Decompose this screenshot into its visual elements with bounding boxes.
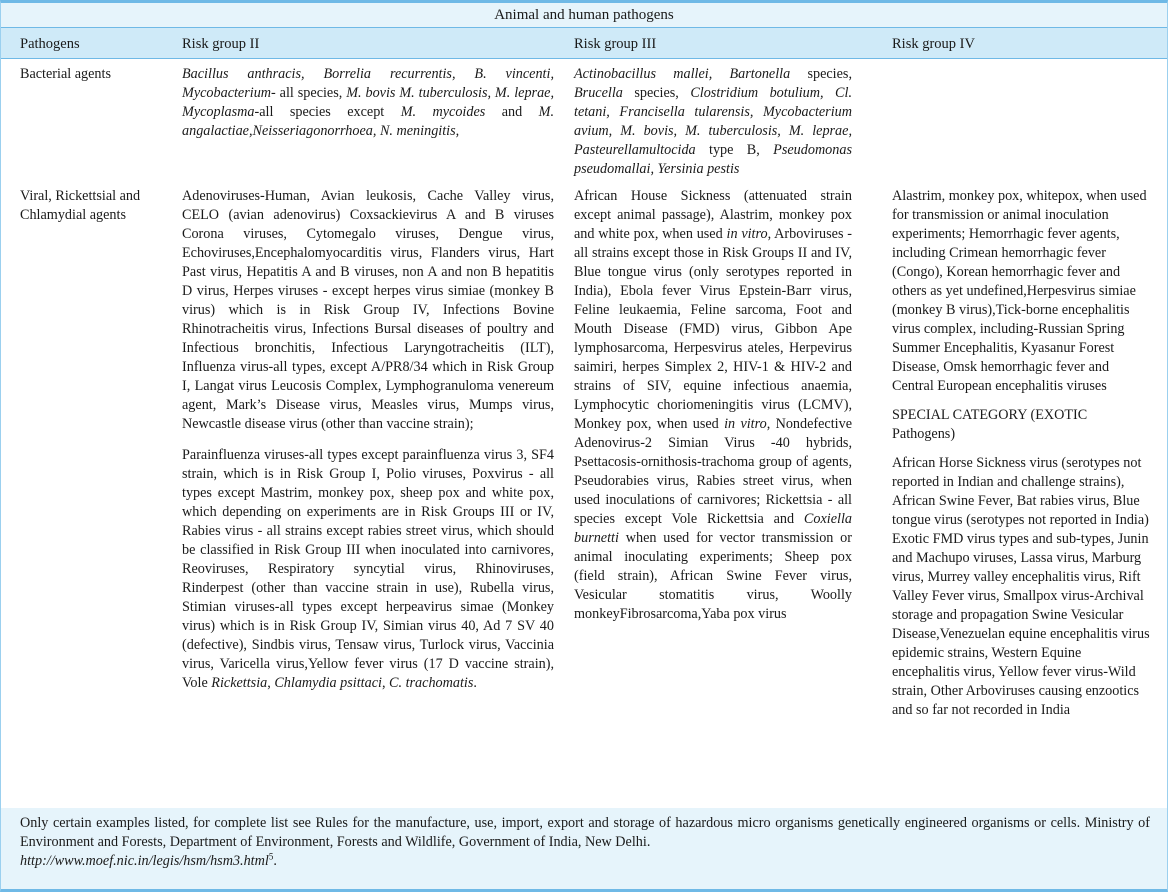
row-bacterial-risk-group-iii: Actinobacillus mallei, Bartonella species, Brucella species, Clostridium botulium, Cl. tetani, Francisella tularensis, Mycobacterium avium, M. bovis, M. tuberculosis, M. leprae, Pasteurellamultocida type B, Pseudomonas pseudomallai, Yersinia pestis [574,66,852,177]
footnote-text: Only certain examples listed, for complete list see Rules for the manufacture, use, import, export and storage of hazardous micro organisms genetically engineered organisms or cells. Ministry of Environment and Forests, Department of Environment, Forests and Wildlife, Government of India, New Delhi. [20,815,1150,850]
row-viral-risk-group-ii-para1: Adenoviruses-Human, Avian leukosis, Cache Valley virus, CELO (avian adenovirus) Coxsackievirus A and B viruses Corona viruses, Cytomegalo viruses, Dengue virus, Echoviruses,Encephalomyocarditis virus, Flanders virus, Hart Past virus, Hepatitis A and B viruses, non A and non B hepatitis D virus, Herpes viruses - except herpes virus simiae (monkey B virus) which is in Risk Group IV, Infections Bovine Rhinotracheitis virus, Infections Bursal diseases of poultry and Infectious bronchitis, Infectious Laryngotracheitis (ILT), Influenza virus-all types, except A/PR8/34 which in Risk Group I, Langat virus Leucosis Complex, Lymphogranuloma venereum agent, Mark’s Disease virus, Measles virus, Mumps virus, Newcastle disease virus (other than vaccine strain); [182,188,554,432]
row-viral-risk-group-ii [182,187,554,693]
header-pathogens: Pathogens [20,36,80,52]
header-risk-group-iii: Risk group III [574,36,657,52]
row-viral-risk-group-ii-para2: Parainfluenza viruses-all types except parainfluenza virus 3, SF4 strain, which is in Risk Group I, Polio viruses, Poxvirus - all types except Mastrim, monkey pox, sheep pox and white pox, which depending on experiments are in Risk Groups III or IV, Rabies virus - all strains except rabies street virus, which should be classified in Risk Group III when inoculated into carnivores, Reoviruses, Respiratory syncytial virus, Rhinoviruses, Rinderpest (other than vaccine strain in use), Rubella virus, Stimian viruses-all types except herpeavirus simae (Monkey virus) which is in Risk Group IV, Simian virus 40, Ad 7 SV 40 (defective), Sindbis virus, Tensaw virus, Turlock virus, Vaccinia virus, Varicella virus,Yellow fever virus (17 D vaccine strain), Vole Rickettsia, Chlamydia psittaci, C. trachomatis. [182,447,554,691]
row-bacterial-pathogen: Bacterial agents [20,66,111,82]
footnote-ref: 5 [268,851,274,862]
header-risk-group-iv: Risk group IV [892,36,975,52]
row-bacterial-risk-group-ii: Bacillus anthracis, Borrelia recurrentis, B. vincenti, Mycobacterium- all species, M. bovis M. tuberculosis, M. leprae, Mycoplasma-all species except M. mycoides and M. angalactiae,Neisseriagonorrhoea, N. meningitis, [182,66,555,139]
special-category-heading: SPECIAL CATEGORY (EXOTIC Pathogens) [892,407,1088,442]
header-divider [1,58,1167,59]
footnote-period: . [273,853,277,869]
table-title: Animal and human pathogens [1,3,1167,27]
header-risk-group-ii: Risk group II [182,36,260,52]
row-viral-risk-group-iv-main: Alastrim, monkey pox, whitepox, when used for transmission or animal inoculation experiments; Hemorrhagic fever agents, including Crimean hemorrhagic fever (Congo), Korean hemorrhagic fever and others as yet undefined,Herpesvirus simiae (monkey B virus),Tick-borne encephalitis virus complex, including-Russian Spring Summer Encephalitis, Kyasanur Forest Disease, Omsk hemorrhagic fever and Central European encephalitis viruses [892,188,1147,394]
row-viral-risk-group-iv [892,187,1150,720]
row-viral-risk-group-iii: African House Sickness (attenuated strain except animal passage), Alastrim, monkey pox and white pox, when used in vitro, Arboviruses - all strains except those in Risk Groups II and IV, Blue tongue virus (only serotypes reported in India), Ebola fever Virus Epstein-Barr virus, Feline leukaemia, Feline sarcoma, Foot and Mouth Disease (FMD) virus, Gibbon Ape lymphosarcoma, Herpesvirus ateles, Herpevirus saimiri, herpes Simplex 2, HIV-1 & HIV-2 and strains of SIV, equine infectious anaemia, Lymphocytic choriomeningitis virus (LCMV), Monkey pox, when used in vitro, Nondefective Adenovirus-2 Simian Virus -40 hybrids, Psettacosis-ornithosis-trachoma group of agents, Pseudorabies virus, Rabies street virus, when used inoculations of carnivores; Rickettsia - all species except Vole Rickettsia and Coxiella burnetti when used for vector transmission or animal inoculating experiments; Sheep pox (field strain), African Swine Fever virus, Vesicular stomatitis virus, Woolly monkeyFibrosarcoma,Yaba pox virus [574,188,852,622]
special-category-list: African Horse Sickness virus (serotypes not reported in Indian and challenge strains), African Swine Fever, Bat rabies virus, Blue tongue virus (serotypes not reported in India) Exotic FMD virus types and sub-types, Junin and Machupo viruses, Lassa virus, Marburg virus, Murrey valley encephalitis virus, Rift Valley Fever virus, Smallpox virus-Archival storage and propagation Swine Vesicular Disease,Venezuelan equine encephalitis virus epidemic strains, Western Equine encephalitis virus, Yellow fever virus-Wild strain, Other Arboviruses causing enzootics and so far not recorded in India [892,455,1150,718]
footnote [20,814,1150,871]
row-viral-pathogen: Viral, Rickettsial and Chlamydial agents [20,188,141,223]
footnote-url[interactable]: http://www.moef.nic.in/legis/hsm/hsm3.html [20,853,269,869]
